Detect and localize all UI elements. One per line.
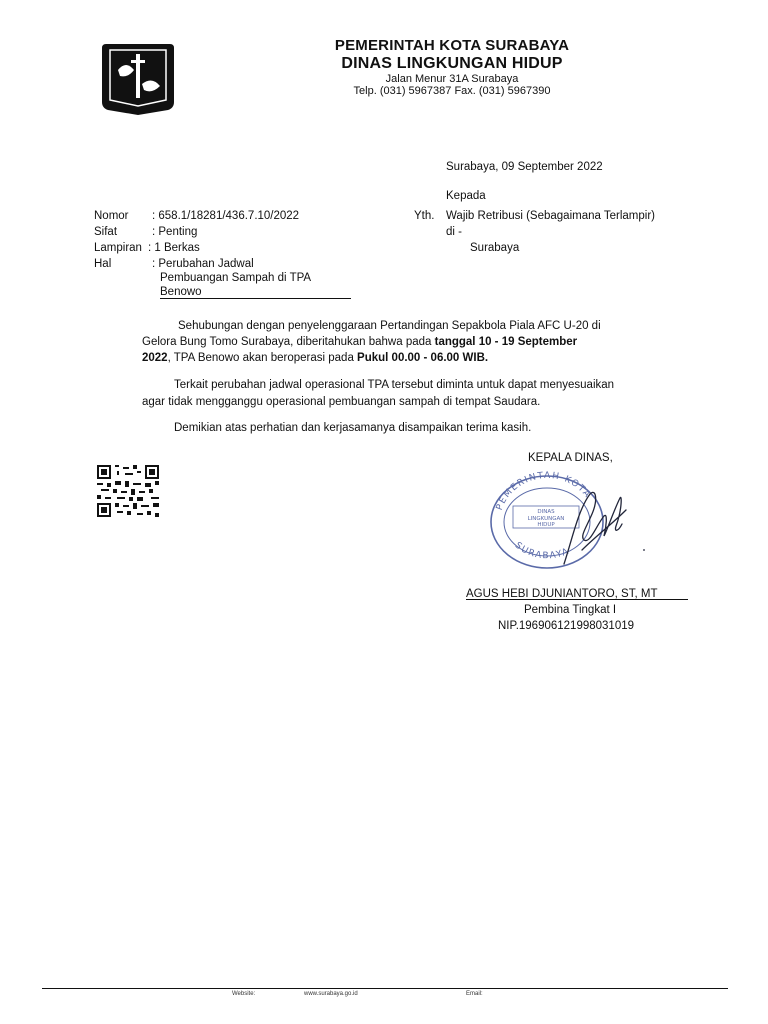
sifat-label: Sifat [94, 226, 118, 238]
qr-code [97, 465, 159, 517]
signatory-name: AGUS HEBI DJUNIANTORO, ST, MT [466, 588, 658, 600]
nomor-label: Nomor [94, 210, 129, 222]
footer-email-label: Email: [466, 991, 483, 997]
stamp-top-text: PEMERINTAH KOTA [494, 470, 593, 512]
lampiran-value: : 1 Berkas [148, 242, 200, 254]
lampiran-label: Lampiran [94, 242, 142, 254]
paragraph-1-line-2 [142, 334, 688, 351]
nomor-value: : 658.1/18281/436.7.10/2022 [152, 210, 300, 222]
recipient-yth: Yth. [414, 210, 435, 222]
recipient-di: di - [446, 226, 462, 238]
paragraph-3: Demikian atas perhatian dan kerjasamanya disampaikan terima kasih. [174, 422, 532, 434]
hal-value-1: : Perubahan Jadwal [152, 258, 254, 270]
signatory-rank: Pembina Tingkat I [524, 604, 617, 616]
org-address: Jalan Menur 31A Surabaya [385, 73, 519, 85]
paragraph-2-line-2: agar tidak mengganggu operasional pembuangan sampah di tempat Saudara. [142, 396, 541, 408]
stamp-bottom-text: SURABAYA [512, 540, 572, 562]
city-emblem-logo [98, 40, 178, 116]
footer-website-link[interactable]: www.surabaya.go.id [304, 991, 358, 997]
hal-value-3: Benowo [160, 286, 202, 298]
sifat-value: : Penting [152, 226, 198, 238]
hal-value-2: Pembuangan Sampah di TPA [160, 272, 312, 284]
p1-line3-text: , TPA Benowo akan beroperasi pada [167, 352, 358, 364]
signature-title: KEPALA DINAS, [528, 452, 613, 464]
signatory-underline [466, 599, 688, 600]
paragraph-2-line-1: Terkait perubahan jadwal operasional TPA tersebut diminta untuk dapat menyesuaikan [174, 379, 615, 391]
stamp-center-1: DINAS [537, 509, 555, 515]
p1-date-range: tanggal 10 - 19 September [434, 336, 578, 348]
p1-hours: Pukul 00.00 - 06.00 WIB. [357, 352, 489, 364]
official-stamp-signature [486, 470, 646, 570]
hal-label: Hal [94, 258, 112, 270]
org-contact: Telp. (031) 5967387 Fax. (031) 5967390 [353, 85, 551, 97]
svg-text:SURABAYA [513, 541, 572, 562]
paragraph-1-line-3 [142, 350, 688, 367]
recipient-name: Wajib Retribusi (Sebagaimana Terlampir) [446, 210, 655, 222]
recipient-city: Surabaya [470, 242, 520, 254]
stamp-center-2: LINGKUNGAN [527, 516, 565, 522]
footer-divider [42, 988, 728, 989]
paragraph-1-line-1: Sehubungan dengan penyelenggaraan Pertandingan Sepakbola Piala AFC U-20 di [178, 320, 601, 332]
p1-year: 2022 [142, 352, 168, 364]
signatory-nip: NIP.196906121998031019 [498, 620, 635, 632]
org-line-1: PEMERINTAH KOTA SURABAYA [334, 37, 570, 54]
hal-underline [160, 298, 351, 299]
recipient-kepada: Kepada [446, 190, 486, 202]
org-line-2: DINAS LINGKUNGAN HIDUP [341, 55, 563, 72]
date-line: Surabaya, 09 September 2022 [446, 161, 603, 173]
stamp-center-3: HIDUP [537, 522, 555, 528]
p1-line2-text: Gelora Bung Tomo Surabaya, diberitahukan bahwa pada [142, 336, 435, 348]
footer-website-label: Website: [232, 991, 256, 997]
